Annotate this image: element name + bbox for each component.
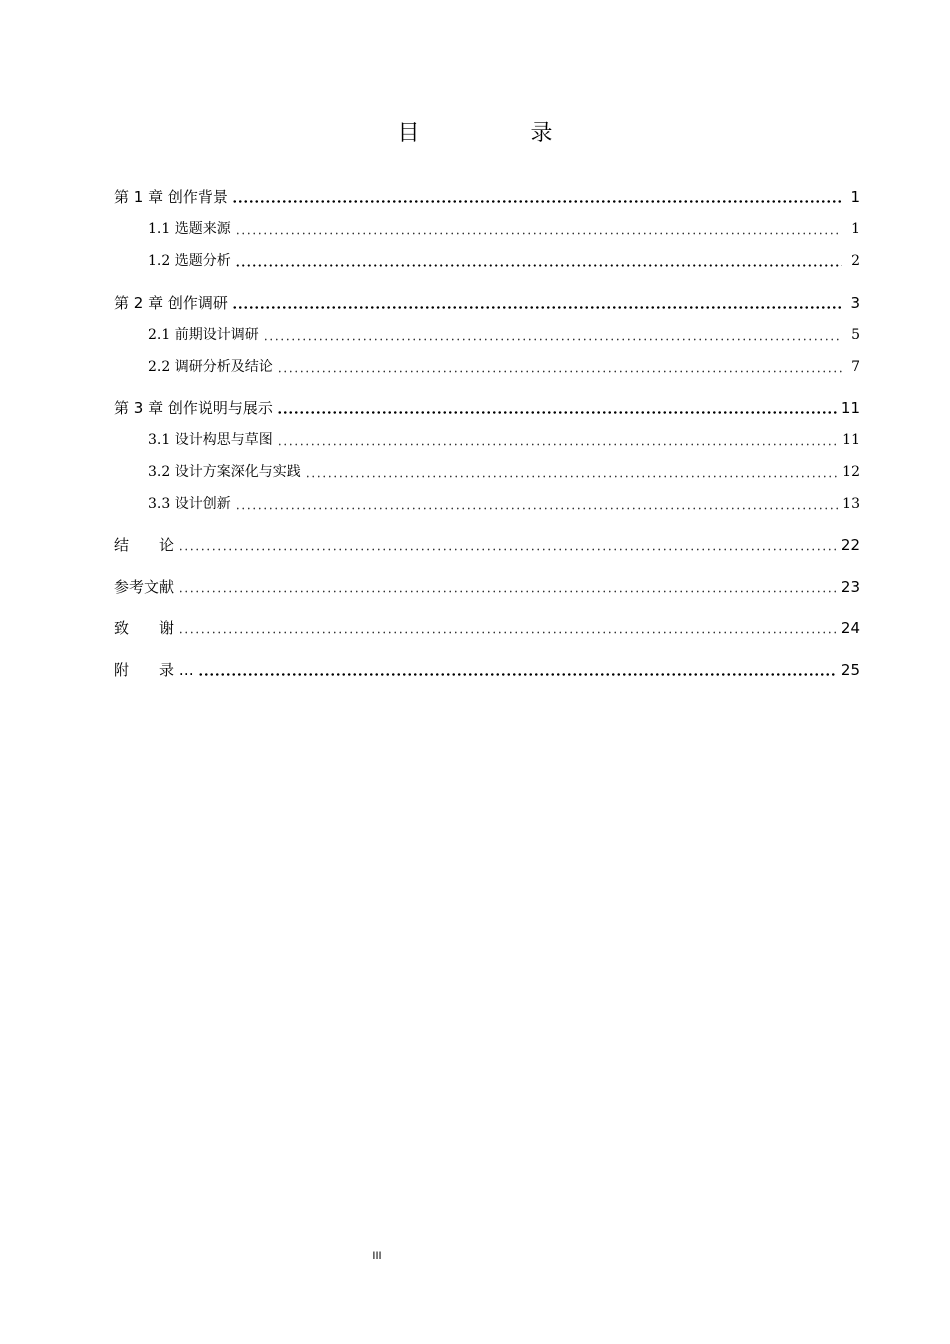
toc-entry-label: 致 谢 (114, 619, 175, 637)
toc-entry-label: 1.2 选题分析 (148, 253, 231, 269)
toc-entry-references[interactable] (114, 574, 860, 598)
dot-leader (198, 673, 837, 676)
toc-entry-chapter-3[interactable] (114, 395, 860, 419)
toc-entry-page: 24 (840, 619, 860, 637)
toc-entry-chapter-1[interactable] (114, 184, 860, 208)
toc-entry-page: 1 (850, 188, 860, 206)
toc-entry-section-2-2[interactable] (148, 354, 860, 378)
toc-entry-page: 11 (842, 432, 860, 448)
dot-leader (178, 631, 837, 634)
toc-entry-label: 2.1 前期设计调研 (148, 327, 259, 343)
dot-leader (235, 264, 842, 267)
toc-entry-label: 结 论 (114, 536, 175, 554)
toc-entry-section-1-1[interactable] (148, 216, 860, 240)
dot-leader (178, 548, 837, 551)
dot-leader (277, 411, 837, 414)
toc-entry-label: 3.1 设计构思与草图 (148, 432, 273, 448)
toc-entry-page: 2 (851, 253, 860, 269)
toc-entry-page: 13 (842, 496, 860, 512)
toc-entry-chapter-2[interactable] (114, 290, 860, 314)
toc-entry-section-2-1[interactable] (148, 322, 860, 346)
dot-leader (277, 443, 838, 446)
page-number-footer: III (372, 1250, 382, 1262)
toc-entry-page: 25 (840, 661, 860, 679)
toc-entry-page: 7 (851, 359, 860, 375)
toc-entry-page: 11 (840, 399, 860, 417)
dot-leader (235, 232, 842, 235)
toc-entry-label: 附 录 … (114, 661, 194, 679)
toc-entry-label: 1.1 选题来源 (148, 221, 231, 237)
dot-leader (235, 507, 838, 510)
toc-entry-page: 1 (851, 221, 860, 237)
dot-leader (232, 306, 842, 309)
dot-leader (305, 475, 838, 478)
toc-entry-label: 2.2 调研分析及结论 (148, 359, 273, 375)
toc-entry-label: 3.3 设计创新 (148, 496, 231, 512)
toc-entry-page: 23 (840, 578, 860, 596)
toc-entry-appendix[interactable] (114, 657, 860, 681)
dot-leader (263, 338, 842, 341)
toc-entry-label: 参考文献 (114, 578, 175, 596)
toc-entry-page: 12 (842, 464, 860, 480)
toc-entry-label: 第 3 章 创作说明与展示 (114, 399, 273, 417)
dot-leader (178, 590, 837, 593)
toc-entry-label: 第 2 章 创作调研 (114, 294, 228, 312)
toc-title: 目 录 (397, 121, 605, 146)
toc-entry-label: 3.2 设计方案深化与实践 (148, 464, 301, 480)
toc-entry-section-3-2[interactable] (148, 459, 860, 483)
toc-entry-page: 3 (850, 294, 860, 312)
toc-entry-page: 22 (840, 536, 860, 554)
toc-entry-conclusion[interactable] (114, 532, 860, 556)
toc-entry-section-3-1[interactable] (148, 427, 860, 451)
toc-entry-section-1-2[interactable] (148, 248, 860, 272)
toc-entry-acknowledgements[interactable] (114, 615, 860, 639)
toc-entry-page: 5 (851, 327, 860, 343)
dot-leader (277, 370, 842, 373)
toc-entry-section-3-3[interactable] (148, 491, 860, 515)
toc-entry-label: 第 1 章 创作背景 (114, 188, 228, 206)
dot-leader (232, 200, 842, 203)
